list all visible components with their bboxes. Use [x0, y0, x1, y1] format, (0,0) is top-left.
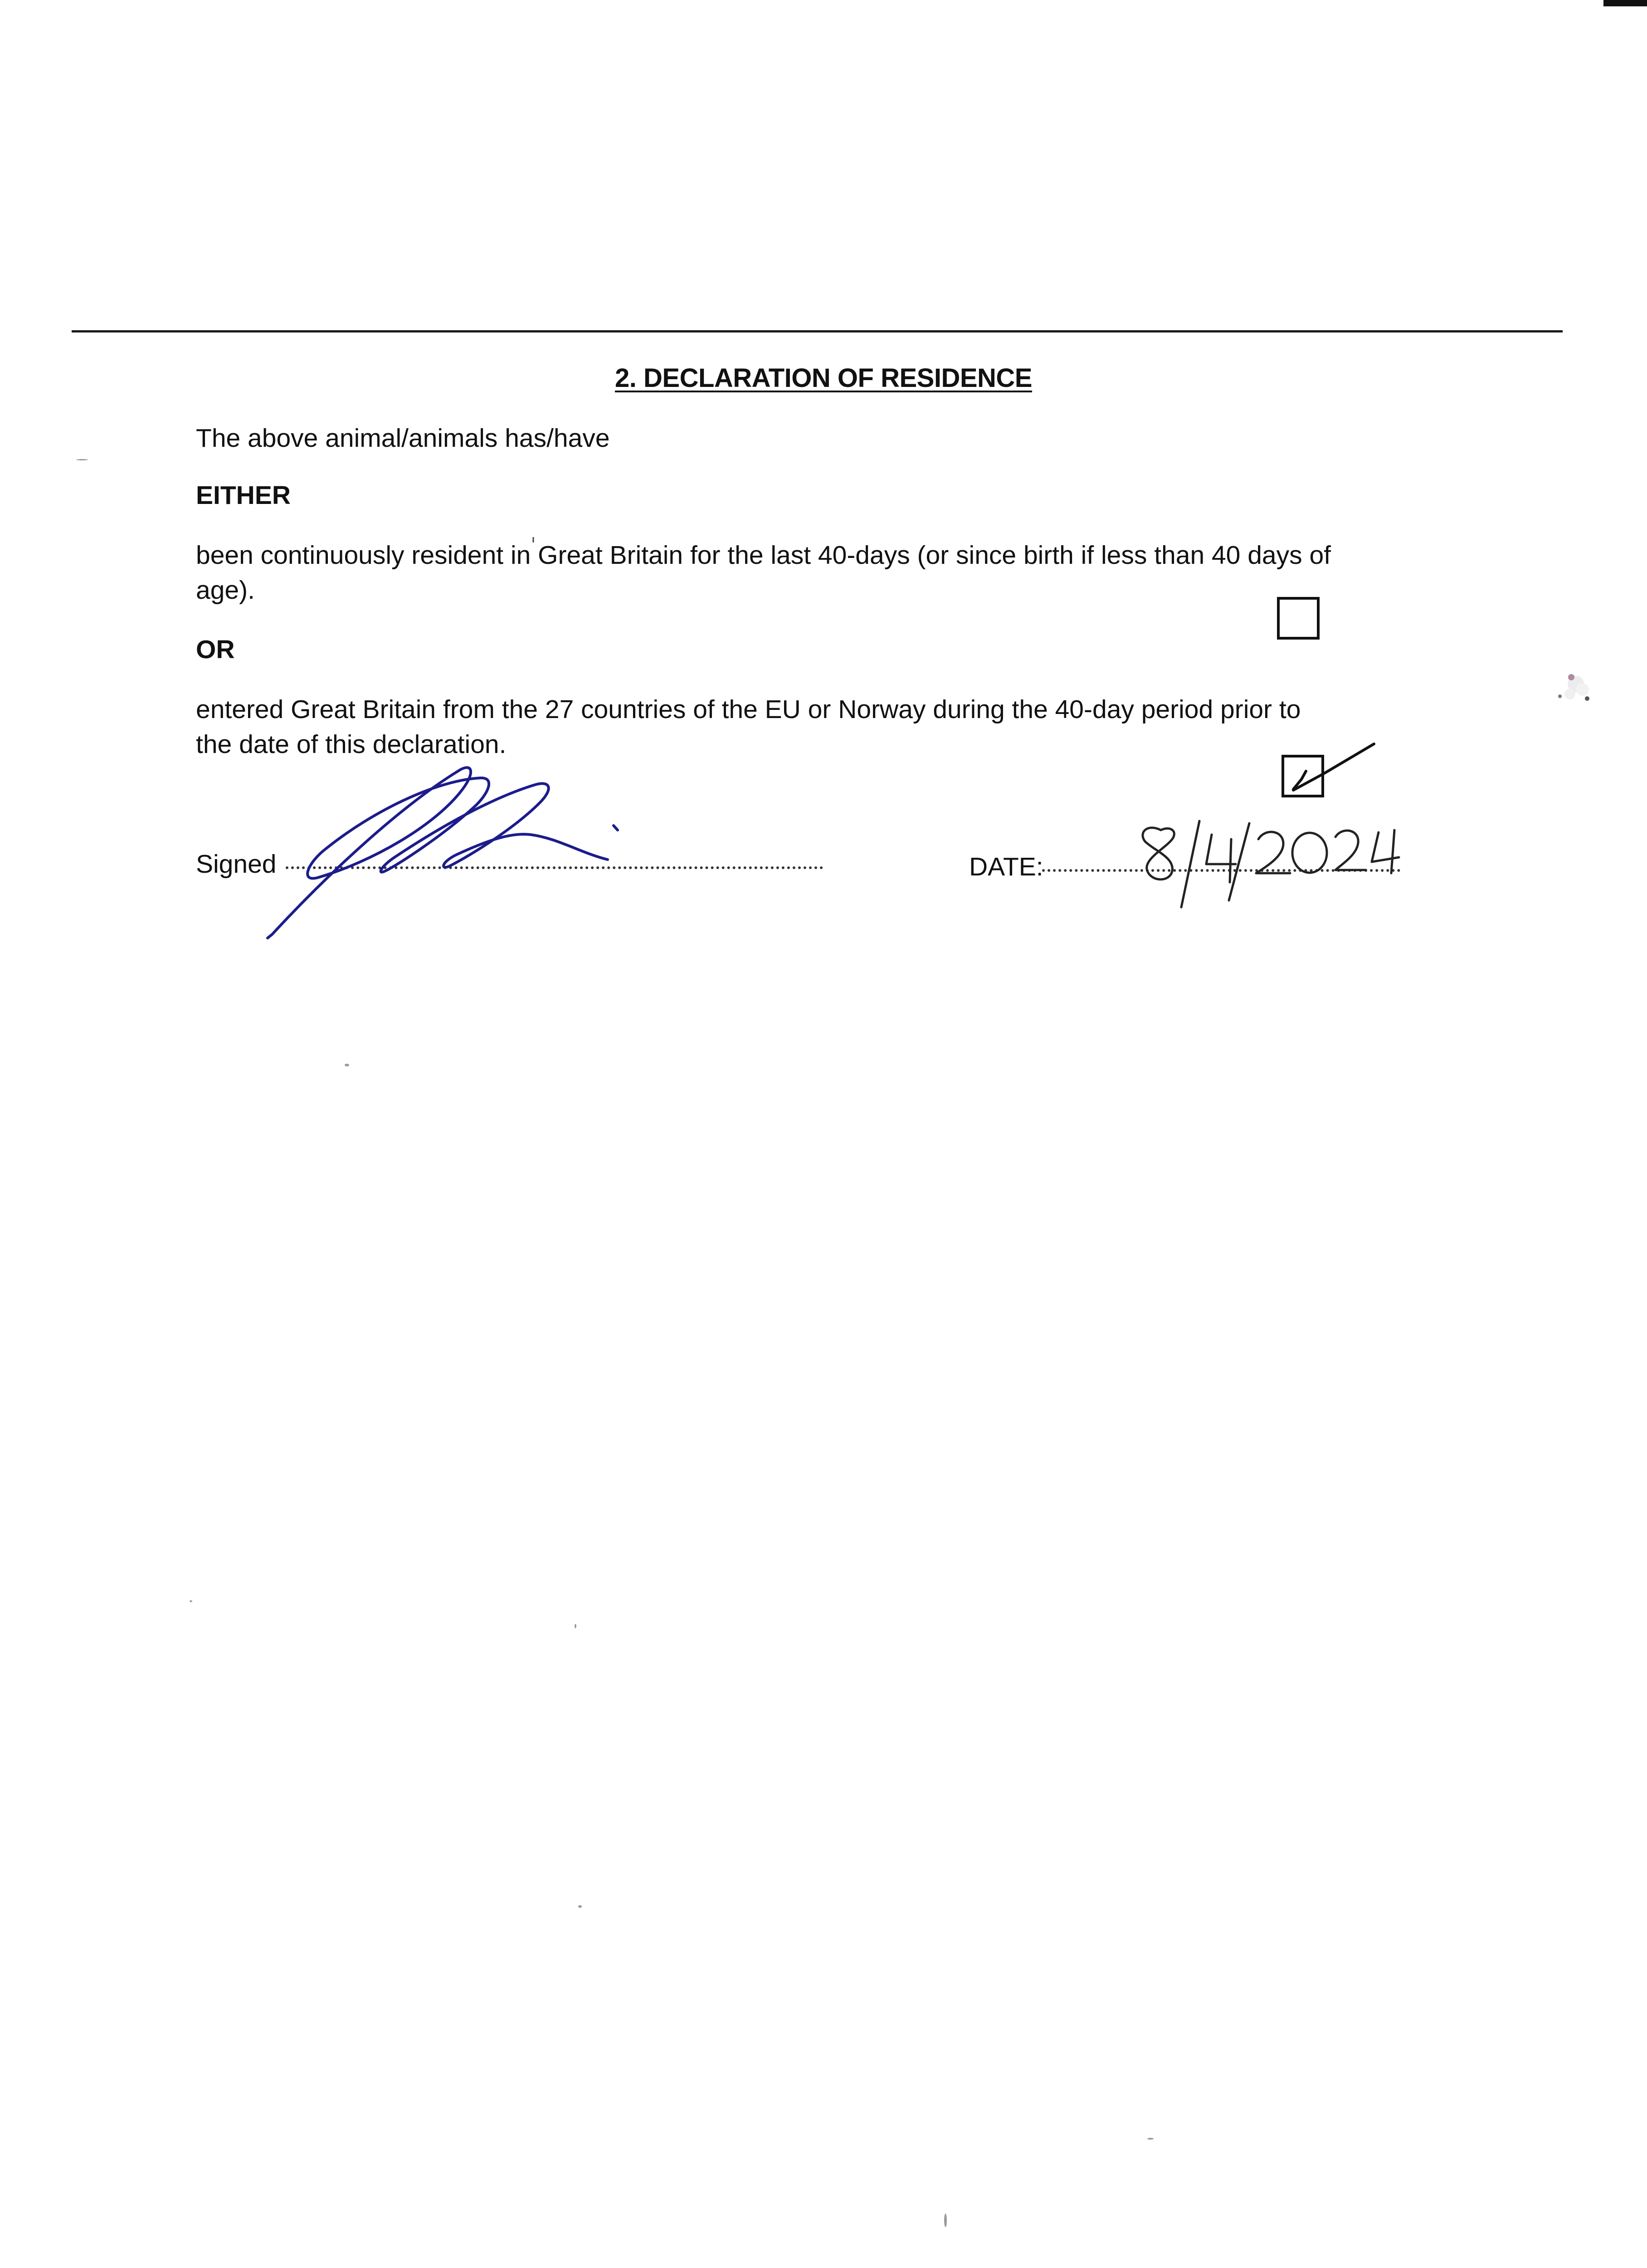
- option-one-checkbox[interactable]: [1277, 597, 1320, 640]
- scan-speck: [575, 1624, 576, 1628]
- option-two-text-line1: entered Great Britain from the 27 countries of the EU or Norway during the 40-day period prior to: [196, 695, 1301, 724]
- section-title: 2. DECLARATION OF RESIDENCE: [615, 363, 1032, 393]
- signature-dotted-line: [286, 866, 823, 869]
- intro-text: The above animal/animals has/have: [196, 424, 610, 453]
- option-two-text-line2: the date of this declaration.: [196, 730, 507, 759]
- scan-speck: [944, 2214, 947, 2227]
- signed-label: Signed: [196, 850, 277, 879]
- scan-speck: [1147, 2138, 1154, 2140]
- section-divider: [72, 330, 1563, 332]
- decorative-flower-mark: [1558, 674, 1589, 701]
- option-one-text-line1: been continuously resident in Great Britain for the last 40-days (or since birth if less than 40 days of: [196, 541, 1331, 570]
- option-two-checkbox[interactable]: [1282, 755, 1324, 797]
- scan-speck: [190, 1600, 192, 1602]
- scan-speck: [578, 1905, 582, 1908]
- scan-speck: [345, 1064, 349, 1066]
- date-dotted-line: [1042, 869, 1400, 872]
- date-label: DATE:: [969, 852, 1043, 881]
- scan-corner-mark: [1603, 0, 1647, 6]
- scan-speck: [76, 459, 88, 460]
- or-label: OR: [196, 635, 235, 664]
- either-label: EITHER: [196, 481, 291, 510]
- handwritten-signature: [268, 767, 618, 938]
- option-one-text-line2: age).: [196, 576, 255, 605]
- handwritten-date: [1143, 821, 1399, 907]
